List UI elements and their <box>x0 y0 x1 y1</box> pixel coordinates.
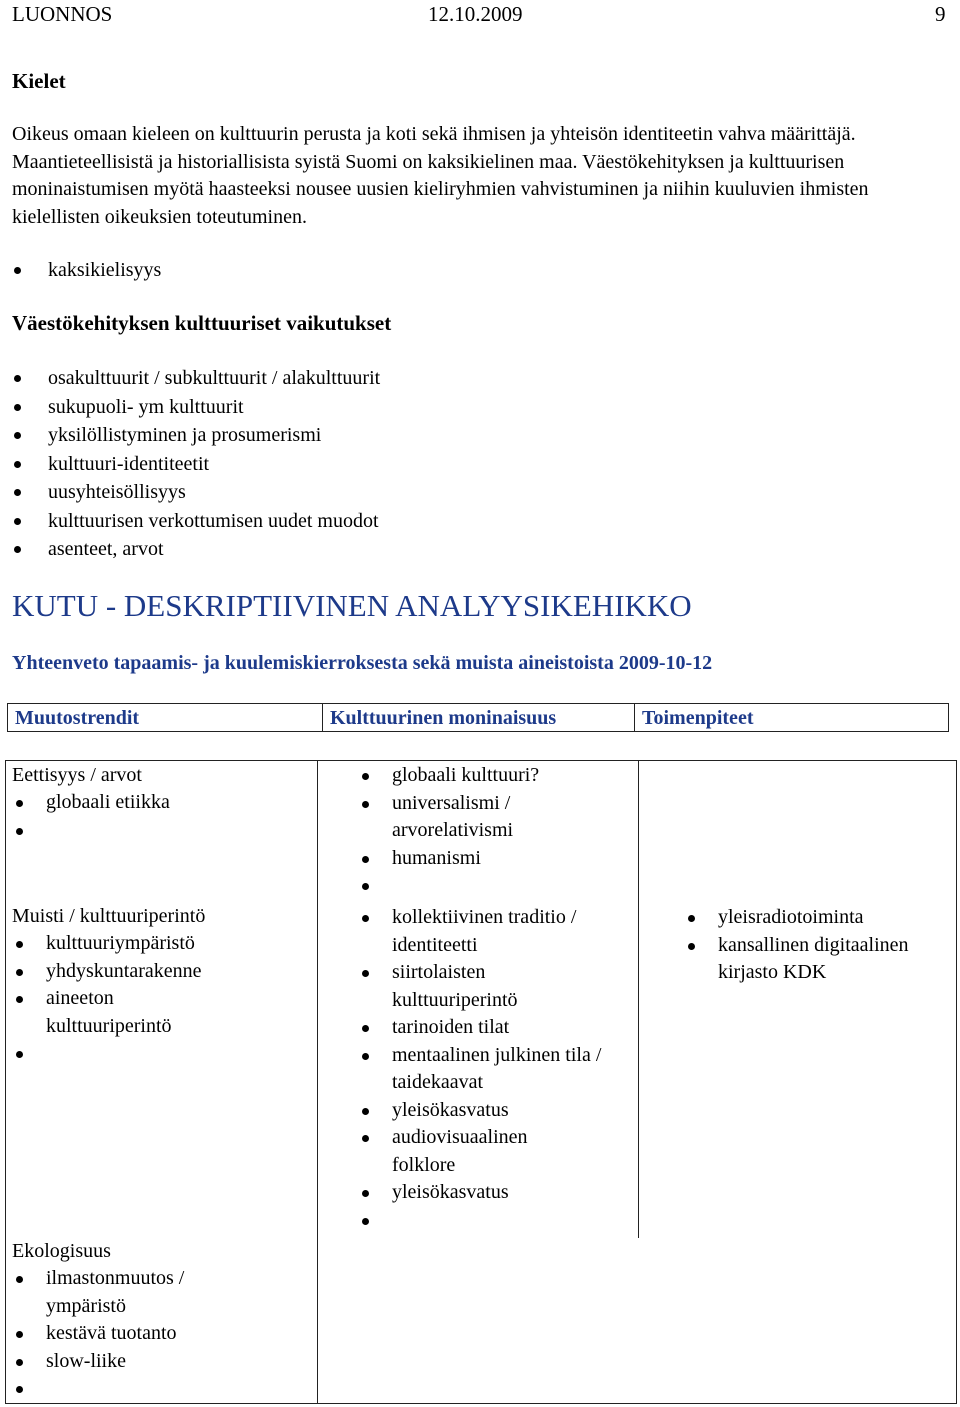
column-header: Toimenpiteet <box>634 704 948 731</box>
list-item: sukupuoli- ym kulttuurit <box>12 393 380 422</box>
effects-title: Väestökehityksen kulttuuriset vaikutukset <box>12 311 392 335</box>
list-item: ilmastonmuutos / ympäristö <box>12 1265 246 1320</box>
column-header: Kulttuurinen moninaisuus <box>322 704 634 731</box>
list-item: kaksikielisyys <box>12 256 161 285</box>
list-item: globaali kulttuuri? <box>358 762 572 790</box>
list-item: kansallinen digitaalinen kirjasto KDK <box>684 932 948 987</box>
list-item: yhdyskuntarakenne <box>12 958 226 986</box>
list-item: mentaalinen julkinen tila / taidekaavat <box>358 1042 642 1097</box>
list-item: kulttuuri-identiteetit <box>12 450 380 479</box>
list-item: aineeton kulttuuriperintö <box>12 985 226 1040</box>
column-header: Muutostrendit <box>15 707 140 729</box>
analysis-subtitle: Yhteenveto tapaamis- ja kuulemiskierroksesta sekä muista aineistoista 2009-10-12 <box>12 652 713 674</box>
trend-title: Muisti / kulttuuriperintö <box>12 905 206 927</box>
trend-title: Ekologisuus <box>12 1240 111 1262</box>
trend-items <box>12 930 226 1040</box>
actions-cell <box>684 904 948 987</box>
list-item: siirtolaisten kulttuuriperintö <box>358 959 552 1014</box>
section-paragraph: Oikeus omaan kieleen on kulttuurin perusta ja koti sekä ihmisen ja yhteisön identiteetin vahva määrittäjä. Maantieteellisistä ja historiallisista syistä Suomi on kaksikielinen maa. Väestökehityksen ja kulttuurisen moninaistumisen myötä haasteeksi nousee uusien kieliryhmien vahvistuminen ja niihin kuuluvien ihmisten kielellisten oikeuksien toteutuminen. <box>12 123 869 229</box>
draft-status: LUONNOS <box>12 2 113 26</box>
trend-cell <box>12 1237 246 1375</box>
column-header-table <box>7 703 949 732</box>
list-item: yksilöllistyminen ja prosumerismi <box>12 421 380 450</box>
list-item: kulttuuriympäristö <box>12 930 226 958</box>
effects-list <box>12 364 380 564</box>
list-item: kestävä tuotanto <box>12 1320 246 1348</box>
trend-cell <box>12 902 226 1040</box>
list-item: uusyhteisöllisyys <box>12 478 380 507</box>
document-date: 12.10.2009 <box>428 2 523 26</box>
list-item: tarinoiden tilat <box>358 1014 642 1042</box>
diversity-cell <box>358 904 642 1207</box>
diversity-items <box>358 762 572 872</box>
language-bullets <box>12 256 161 285</box>
list-item: asenteet, arvot <box>12 535 380 564</box>
list-item: universalismi / arvorelativismi <box>358 790 572 845</box>
column-divider <box>317 761 318 1403</box>
trend-items <box>12 789 170 817</box>
list-item: humanismi <box>358 845 572 873</box>
section-title: Kielet <box>12 69 66 93</box>
diversity-items <box>358 904 642 1207</box>
list-item: audiovisuaalinen folklore <box>358 1124 572 1179</box>
list-item: globaali etiikka <box>12 789 170 817</box>
list-item: yleisradiotoiminta <box>684 904 948 932</box>
trend-cell <box>12 761 170 817</box>
trend-items <box>12 1265 246 1375</box>
diversity-cell <box>358 762 572 872</box>
analysis-title: KUTU - DESKRIPTIIVINEN ANALYYSIKEHIKKO <box>12 588 692 623</box>
list-item: kulttuurisen verkottumisen uudet muodot <box>12 507 380 536</box>
trend-title: Eettisyys / arvot <box>12 764 142 786</box>
list-item: yleisökasvatus <box>358 1179 642 1207</box>
page-number: 9 <box>935 2 946 26</box>
list-item: yleisökasvatus <box>358 1097 642 1125</box>
list-item: kollektiivinen traditio / identiteetti <box>358 904 622 959</box>
list-item: osakulttuurit / subkulttuurit / alakulttuurit <box>12 364 380 393</box>
list-item: slow-liike <box>12 1348 246 1376</box>
action-items <box>684 904 948 987</box>
